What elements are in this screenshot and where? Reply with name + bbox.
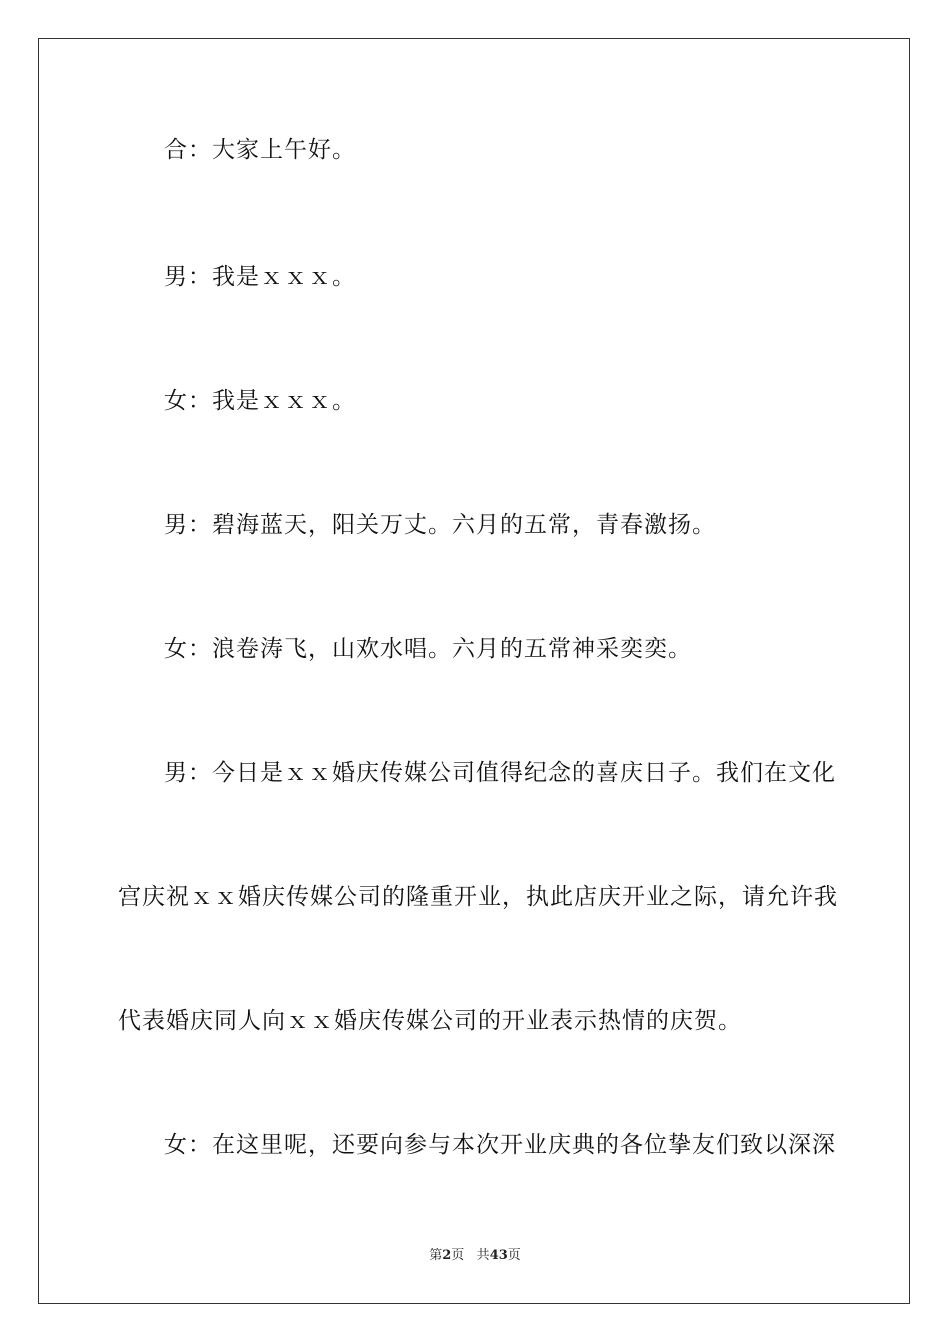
- dialogue-line-male-intro: 男：我是ｘｘｘ。: [164, 264, 356, 290]
- footer-page-suffix: 页: [451, 1248, 465, 1263]
- footer-total-pages: 43: [489, 1248, 508, 1263]
- dialogue-line-male-1: 男：碧海蓝天，阳关万丈。六月的五常，青春激扬。: [164, 512, 716, 538]
- footer-total-prefix: 共: [476, 1248, 490, 1263]
- dialogue-line-chorus-greeting: 合：大家上午好。: [164, 137, 356, 163]
- footer-page-number: 2: [442, 1248, 452, 1263]
- footer-total-suffix: 页: [507, 1248, 521, 1263]
- paragraph-continuation-line: 宫庆祝ｘｘ婚庆传媒公司的隆重开业，执此店庆开业之际，请允许我: [118, 884, 838, 910]
- dialogue-line-female-intro: 女：我是ｘｘｘ。: [164, 388, 356, 414]
- footer-prefix: 第: [429, 1248, 443, 1263]
- page-border: [38, 38, 910, 1304]
- page-footer: [0, 1247, 950, 1265]
- paragraph-continuation-line: 代表婚庆同人向ｘｘ婚庆传媒公司的开业表示热情的庆贺。: [118, 1008, 742, 1034]
- dialogue-line-male-2: 男：今日是ｘｘ婚庆传媒公司值得纪念的喜庆日子。我们在文化: [164, 760, 836, 786]
- dialogue-line-female-2: 女：在这里呢，还要向参与本次开业庆典的各位挚友们致以深深: [164, 1132, 836, 1158]
- dialogue-line-female-1: 女：浪卷涛飞，山欢水唱。六月的五常神采奕奕。: [164, 636, 692, 662]
